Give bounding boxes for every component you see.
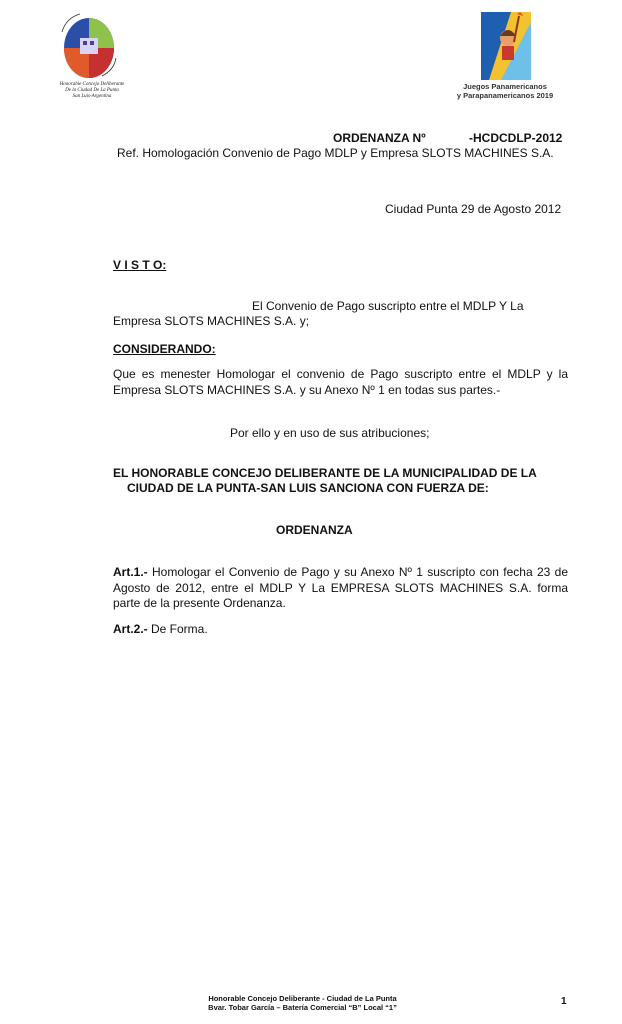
left-logo-caption: Honorable Concejo Deliberante De la Ciudad De La Punta San Luis-Argentina	[59, 82, 125, 99]
ordinance-title-code: -HCDCDLP-2012	[469, 131, 563, 145]
footer-line-2: Bvar. Tobar García – Batería Comercial “B” Local “1”	[208, 1003, 397, 1012]
council-statement-line-2: CIUDAD DE LA PUNTA-SAN LUIS SANCIONA CON FUERZA DE:	[127, 481, 489, 495]
council-statement-line-1: EL HONORABLE CONCEJO DELIBERANTE DE LA MUNICIPALIDAD DE LA	[113, 466, 537, 480]
article-2-label: Art.2.-	[113, 622, 148, 636]
article-2	[113, 622, 568, 638]
article-2-text: De Forma.	[147, 622, 208, 636]
ordenanza-heading: ORDENANZA	[276, 523, 353, 537]
visto-line-1: El Convenio de Pago suscripto entre el MDLP Y La	[252, 299, 524, 313]
right-logo-caption: Juegos Panamericanos y Parapanamericanos 2019	[456, 82, 554, 100]
ordinance-title-label: ORDENANZA Nº	[333, 131, 426, 145]
footer-line-1: Honorable Concejo Deliberante - Ciudad de La Punta	[208, 994, 397, 1003]
document-date: Ciudad Punta 29 de Agosto 2012	[385, 202, 562, 216]
reference-line: Ref. Homologación Convenio de Pago MDLP y Empresa SLOTS MACHINES S.A.	[117, 146, 554, 160]
panamerican-games-logo-icon	[481, 12, 531, 80]
article-1-text: Homologar el Convenio de Pago y su Anexo Nº 1 suscripto con fecha 23 de Agosto de 2012, entre el MDLP Y La EMPRESA SLOTS MACHINES S.A. forma parte de la presente Ordenanza.	[113, 565, 568, 610]
considerando-heading: CONSIDERANDO:	[113, 342, 216, 356]
article-1	[113, 565, 568, 612]
article-1-label: Art.1.-	[113, 565, 148, 579]
considerando-paragraph: Que es menester Homologar el convenio de Pago suscripto entre el MDLP y la Empresa SLOTS MACHINES S.A. y su Anexo Nº 1 en todas sus partes.-	[113, 367, 568, 397]
visto-heading: V I S T O:	[113, 258, 167, 272]
page-footer	[180, 994, 425, 1012]
page-number: 1	[561, 996, 567, 1007]
visto-line-2: Empresa SLOTS MACHINES S.A. y;	[113, 314, 310, 328]
por-ello-line: Por ello y en uso de sus atribuciones;	[230, 426, 430, 440]
council-logo-icon	[58, 12, 120, 82]
